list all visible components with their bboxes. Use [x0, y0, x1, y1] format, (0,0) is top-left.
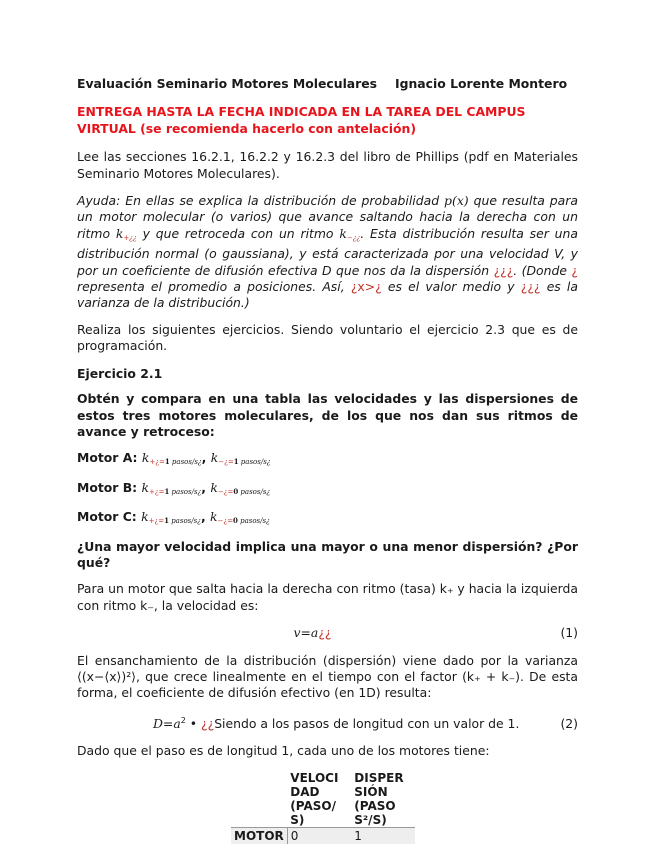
- document-content: [77, 76, 578, 844]
- motor-kplus: $k_{+¿=1 pasos/s¿}$: [141, 479, 202, 496]
- equation-1-placeholder: ¿¿: [318, 625, 332, 641]
- equation-1: [77, 625, 578, 641]
- help-formula-kminus: [339, 226, 360, 241]
- equation-2-lhs: D=a: [153, 715, 181, 731]
- help-formula-variance: ¿¿¿: [520, 279, 541, 295]
- help-formula-avg-symbol: ¿: [571, 262, 578, 278]
- dispersion-paragraph: El ensanchamiento de la distribución (dispersión) viene dado por la varianza ⟨(x−⟨x⟩)²⟩, que crece linealmente en el tiempo con el factor (k₊ + k₋). De esta forma, el coeficiente de difusión efectivo (en 1D) resulta:: [77, 652, 578, 701]
- help-formula-kplus: [116, 226, 137, 241]
- kminus-value: 0: [233, 486, 239, 496]
- help-text-4: . Esta distribución resulta ser una distribución normal (o gaussiana), y está caracterizada por una velocidad V, y por un coeficiente de difusión efectiva D que nos da la dispersión: [77, 225, 578, 278]
- kminus-sub: −¿=: [217, 517, 233, 526]
- equation-2-body: [77, 713, 548, 733]
- help-formula-px: p(x): [444, 193, 469, 209]
- equation-2-dot: •: [189, 715, 198, 731]
- kminus-sub: −¿=: [217, 487, 234, 496]
- document-title: Evaluación Seminario Motores Moleculares: [77, 76, 378, 91]
- velocity-paragraph: Para un motor que salta hacia la derecha con ritmo (tasa) k₊ y hacia la izquierda con ritmo k₋, la velocidad es:: [77, 581, 578, 613]
- kplus-symbol: k: [115, 225, 124, 241]
- instructions-paragraph: Realiza los siguientes ejercicios. Siendo voluntario el ejercicio 2.3 que es de programación.: [77, 321, 578, 354]
- table-corner-cell: [231, 771, 287, 828]
- kplus-sub: +¿=: [148, 487, 165, 496]
- deadline-notice: ENTREGA HASTA LA FECHA INDICADA EN LA TAREA DEL CAMPUS VIRTUAL (se recomienda hacerlo con antelación): [77, 104, 526, 136]
- table-header-velocity: VELOCI DAD (PASO/ S): [290, 770, 339, 827]
- motor-b-line: Motor B: $k_{+¿=1 pasos/s¿}$, $k_{-¿=0 pasos/s¿}$: [77, 479, 271, 496]
- equation-1-lhs: v=a: [293, 625, 319, 641]
- exercise-title: Ejercicio 2.1: [77, 365, 163, 381]
- intro-paragraph: Lee las secciones 16.2.1, 16.2.2 y 16.2.3 del libro de Phillips (pdf en Materiales Seminario Motores Moleculares).: [77, 149, 578, 181]
- help-formula-mean: ¿x>¿: [350, 279, 382, 295]
- kplus-value: 1: [164, 457, 170, 467]
- help-text-7: es el valor medio y: [387, 279, 515, 295]
- kminus-unit: pasos/s¿: [238, 458, 271, 467]
- motor-kminus: $k_{-¿=0 pasos/s¿}$: [210, 479, 271, 496]
- results-table: [231, 771, 415, 844]
- help-text-8: es la varianza de la distribución.): [77, 279, 578, 311]
- motor-label: Motor B:: [77, 479, 138, 495]
- motor-kminus: $k_{-¿=0 pasos/s¿}$: [209, 509, 270, 526]
- kminus-sub: −¿=: [218, 458, 234, 467]
- table-cell-velocity: 0: [287, 827, 351, 844]
- equation-1-body: [77, 625, 548, 641]
- kplus-unit: pasos/s¿: [169, 458, 202, 467]
- kplus-value: 1: [164, 516, 169, 526]
- help-text-5: . (Donde: [513, 262, 567, 278]
- motor-kplus: $k_{+¿=1 pasos/s¿}$: [141, 509, 201, 526]
- motor-label: Motor C:: [77, 509, 137, 525]
- table-header-dispersion: DISPER SIÓN (PASO S²/S): [354, 770, 404, 827]
- help-text-1: Ayuda: En ellas se explica la distribución de probabilidad: [77, 193, 440, 209]
- help-text-2: que resulta para un motor molecular (o varios) que avance saltando hacia la derecha con un ritmo: [77, 193, 578, 241]
- document-header: [77, 76, 578, 92]
- help-text-6: representa el promedio a posiciones. Así,: [77, 279, 345, 295]
- equation-2-number: (2): [560, 715, 578, 731]
- equation-2-placeholder: ¿¿: [201, 715, 215, 731]
- equation-1-number: (1): [560, 625, 578, 641]
- motor-kplus: $k_{+¿=1 pasos/s¿}$: [141, 450, 202, 467]
- help-paragraph: [77, 193, 578, 312]
- help-text-3: y que retroceda con un ritmo: [142, 225, 334, 241]
- kminus-unit: pasos/s¿: [238, 487, 271, 496]
- document-author: Ignacio Lorente Montero: [395, 76, 568, 91]
- equation-2-exponent: 2: [180, 715, 186, 725]
- table-row: [231, 827, 415, 844]
- kplus-unit: pasos/s¿: [168, 517, 201, 526]
- kplus-subscript: +¿¿: [123, 233, 137, 242]
- table-intro-paragraph: Dado que el paso es de longitud 1, cada uno de los motores tiene:: [77, 743, 490, 759]
- table-row-label: MOTOR: [231, 827, 287, 844]
- motor-label: Motor A:: [77, 450, 138, 466]
- motor-kminus: $k_{-¿=1 pasos/s¿}$: [210, 450, 271, 467]
- kminus-symbol: k: [339, 225, 347, 241]
- kminus-value: 0: [232, 516, 238, 526]
- kplus-unit: pasos/s¿: [169, 487, 202, 496]
- help-formula-dispersion: ¿¿¿: [493, 262, 514, 278]
- equation-2-text: Siendo a los pasos de longitud con un valor de 1.: [214, 715, 520, 731]
- kminus-unit: pasos/s¿: [237, 517, 270, 526]
- kminus-subscript: −¿¿: [346, 233, 361, 242]
- table-header-row: [231, 771, 415, 828]
- equation-2: [77, 713, 578, 733]
- kplus-sub: +¿=: [149, 458, 165, 467]
- motor-c-line: Motor C: $k_{+¿=1 pasos/s¿}$, $k_{-¿=0 pasos/s¿}$: [77, 509, 270, 526]
- kminus-value: 1: [233, 457, 239, 467]
- kplus-value: 1: [164, 486, 170, 496]
- table-cell-dispersion: 1: [351, 827, 415, 844]
- kplus-sub: +¿=: [148, 517, 165, 526]
- exercise-question: ¿Una mayor velocidad implica una mayor o una menor dispersión? ¿Por qué?: [77, 538, 578, 570]
- motor-a-line: Motor A: $k_{+¿=1 pasos/s¿}$, $k_{-¿=1 pasos/s¿}$: [77, 450, 271, 467]
- exercise-statement: Obtén y compara en una tabla las velocidades y las dispersiones de estos tres motores moleculares, de los que nos dan sus ritmos de avance y retroceso:: [77, 391, 578, 439]
